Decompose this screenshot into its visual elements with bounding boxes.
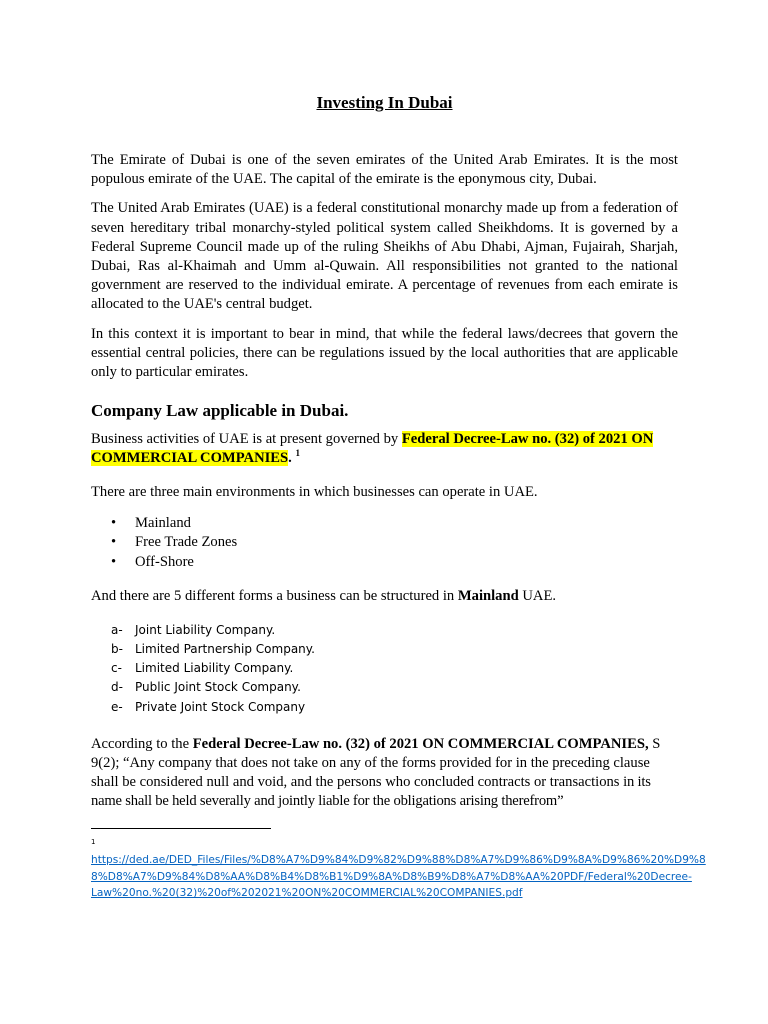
- list-item: [111, 514, 678, 534]
- paragraph-section-quote: [91, 735, 678, 812]
- footnote-link-line[interactable]: 8%D8%A7%D9%84%D8%AA%D8%B4%D8%B1%D9%8A%D8%B9%D8%A7%D8%AA%20PDF/Federal%20Decree-: [91, 870, 692, 883]
- list-item-label: Free Trade Zones: [135, 534, 238, 551]
- bullet-icon: •: [111, 514, 117, 531]
- footnote-link-line[interactable]: Law%20no.%20(32)%20of%202021%20ON%20COMMERCIAL%20COMPANIES.pdf: [91, 887, 523, 900]
- list-marker: d-: [111, 680, 123, 695]
- forms-intro-suffix: UAE.: [518, 587, 557, 604]
- list-item: [111, 553, 678, 573]
- governing-law-suffix: .: [288, 450, 292, 467]
- document-page: [91, 92, 678, 812]
- list-item-label: Joint Liability Company.: [135, 622, 276, 637]
- list-item: [111, 698, 678, 717]
- list-marker: b-: [111, 642, 123, 657]
- bullet-icon: •: [111, 554, 117, 571]
- list-item: [111, 640, 678, 659]
- footnote-link-line[interactable]: https://ded.ae/DED_Files/Files/%D8%A7%D9%84%D9%82%D9%88%D8%A7%D9%86%D9%8A%D9%86%20%D9%8: [91, 854, 706, 866]
- paragraph-uae-government: The United Arab Emirates (UAE) is a federal constitutional monarchy made up from a federation of seven hereditary tribal monarchy-styled political system called Sheikhdoms. It is governed by a Federal Supreme Council made up of the ruling Sheikhs of Abu Dhabi, Ajman, Fujairah, Sharjah, Dubai, Ras al-Khaimah and Umm al-Quwain. All responsibilities not granted to the national government are reserved to the individual emirate. A percentage of revenues from each emirate is allocated to the UAE's central budget.: [91, 200, 678, 313]
- section-heading-company-law: Company Law applicable in Dubai.: [91, 401, 349, 421]
- list-item-label: Limited Liability Company.: [135, 661, 294, 676]
- quote-law-name: Federal Decree-Law no. (32) of 2021 ON COMMERCIAL COMPANIES,: [192, 735, 649, 752]
- forms-intro-prefix: And there are 5 different forms a business can be structured in: [91, 587, 458, 604]
- footnote-separator: [91, 828, 271, 829]
- footnote-reference[interactable]: 1: [295, 448, 300, 459]
- governing-law-prefix: Business activities of UAE is at present governed by: [91, 431, 402, 448]
- forms-intro-bold: Mainland: [457, 587, 519, 604]
- list-item-label: Public Joint Stock Company.: [135, 680, 301, 695]
- paragraph-intro: The Emirate of Dubai is one of the seven emirates of the United Arab Emirates. It is the most populous emirate of the UAE. The capital of the emirate is the eponymous city, Dubai.: [91, 152, 678, 188]
- business-forms-list: [91, 621, 678, 717]
- list-marker: c-: [111, 661, 122, 676]
- paragraph-governing-law: [91, 430, 678, 468]
- footnote-link[interactable]: [91, 852, 706, 902]
- highlighted-law-name: Federal Decree-Law no. (32) of 2021 ON COMMERCIAL COMPANIES: [91, 431, 654, 467]
- list-item-label: Private Joint Stock Company: [135, 699, 306, 714]
- list-item: [111, 659, 678, 678]
- page-title: Investing In Dubai: [316, 93, 453, 112]
- environments-list: [91, 514, 678, 573]
- list-item: [111, 533, 678, 553]
- bullet-icon: •: [111, 534, 117, 551]
- paragraph-context: In this context it is important to bear in mind, that while the federal laws/decrees that govern the essential central policies, there can be regulations issued by the local authorities that are applicable only to particular emirates.: [91, 325, 678, 381]
- list-item-label: Limited Partnership Company.: [135, 642, 315, 657]
- list-item: [111, 621, 678, 640]
- footnote-number: 1: [91, 838, 96, 846]
- list-item-label: Off-Shore: [135, 554, 194, 571]
- quote-body: S 9(2); “Any company that does not take on any of the forms provided for in the preceding clause shall be considered null and void, and the persons who concluded contracts or transactions: [91, 735, 661, 791]
- list-marker: a-: [111, 622, 123, 637]
- paragraph-forms-intro: [91, 587, 678, 606]
- list-marker: e-: [111, 699, 123, 714]
- quote-tail: in its name shall be held severally and jointly liable for the obligations arising therefrom”: [91, 774, 651, 810]
- list-item: [111, 678, 678, 697]
- list-item-label: Mainland: [135, 514, 191, 531]
- quote-prefix: According to the: [91, 735, 193, 752]
- paragraph-environments-intro: There are three main environments in which businesses can operate in UAE.: [91, 483, 538, 500]
